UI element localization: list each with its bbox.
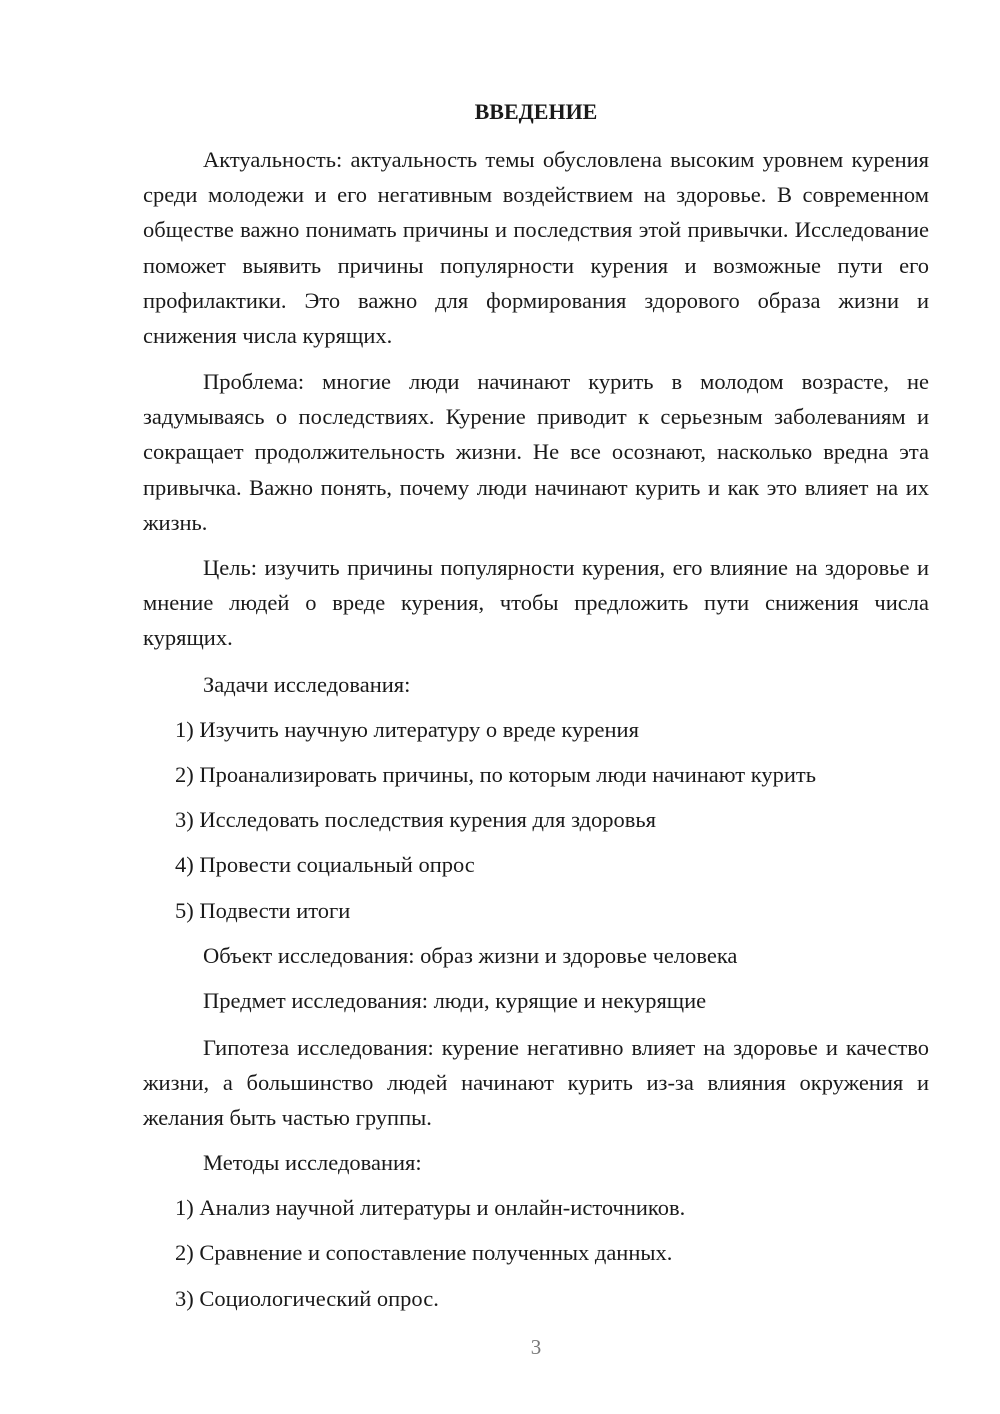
research-subject: Предмет исследования: люди, курящие и некурящие	[203, 988, 707, 1013]
task-item: 4) Провести социальный опрос	[175, 852, 475, 877]
method-item: 1) Анализ научной литературы и онлайн-источников.	[175, 1195, 686, 1220]
section-heading: ВВЕДЕНИЕ	[474, 99, 598, 124]
research-object: Объект исследования: образ жизни и здоровье человека	[203, 943, 738, 968]
methods-label: Методы исследования:	[203, 1150, 422, 1175]
problem-paragraph: Проблема: многие люди начинают курить в молодом возрасте, не задумываясь о последствиях. Курение приводит к серьезным заболеваниям и сокращает продолжительность жизни. Не все осознают, насколько вредна эта привычка. Важно понять, почему люди начинают курить и как это влияет на их жизнь.	[143, 369, 929, 535]
relevance-paragraph: Актуальность: актуальность темы обусловлена высоким уровнем курения среди молодежи и его негативным воздействием на здоровье. В современном обществе важно понимать причины и последствия этой привычки. Исследование поможет выявить причины популярности курения и возможные пути его профилактики. Это важно для формирования здорового образа жизни и снижения числа курящих.	[143, 147, 929, 349]
task-item: 2) Проанализировать причины, по которым люди начинают курить	[175, 762, 816, 787]
tasks-label: Задачи исследования:	[203, 672, 411, 697]
goal-paragraph: Цель: изучить причины популярности курения, его влияние на здоровье и мнение людей о вреде курения, чтобы предложить пути снижения числа курящих.	[143, 555, 929, 651]
page-number: 3	[530, 1335, 542, 1359]
task-item: 5) Подвести итоги	[175, 898, 351, 923]
task-item: 1) Изучить научную литературу о вреде курения	[175, 717, 639, 742]
method-item: 2) Сравнение и сопоставление полученных данных.	[175, 1240, 673, 1265]
method-item: 3) Социологический опрос.	[175, 1286, 439, 1311]
hypothesis-paragraph: Гипотеза исследования: курение негативно влияет на здоровье и качество жизни, а большинство людей начинают курить из-за влияния окружения и желания быть частью группы.	[143, 1035, 929, 1131]
task-item: 3) Исследовать последствия курения для здоровья	[175, 807, 657, 832]
